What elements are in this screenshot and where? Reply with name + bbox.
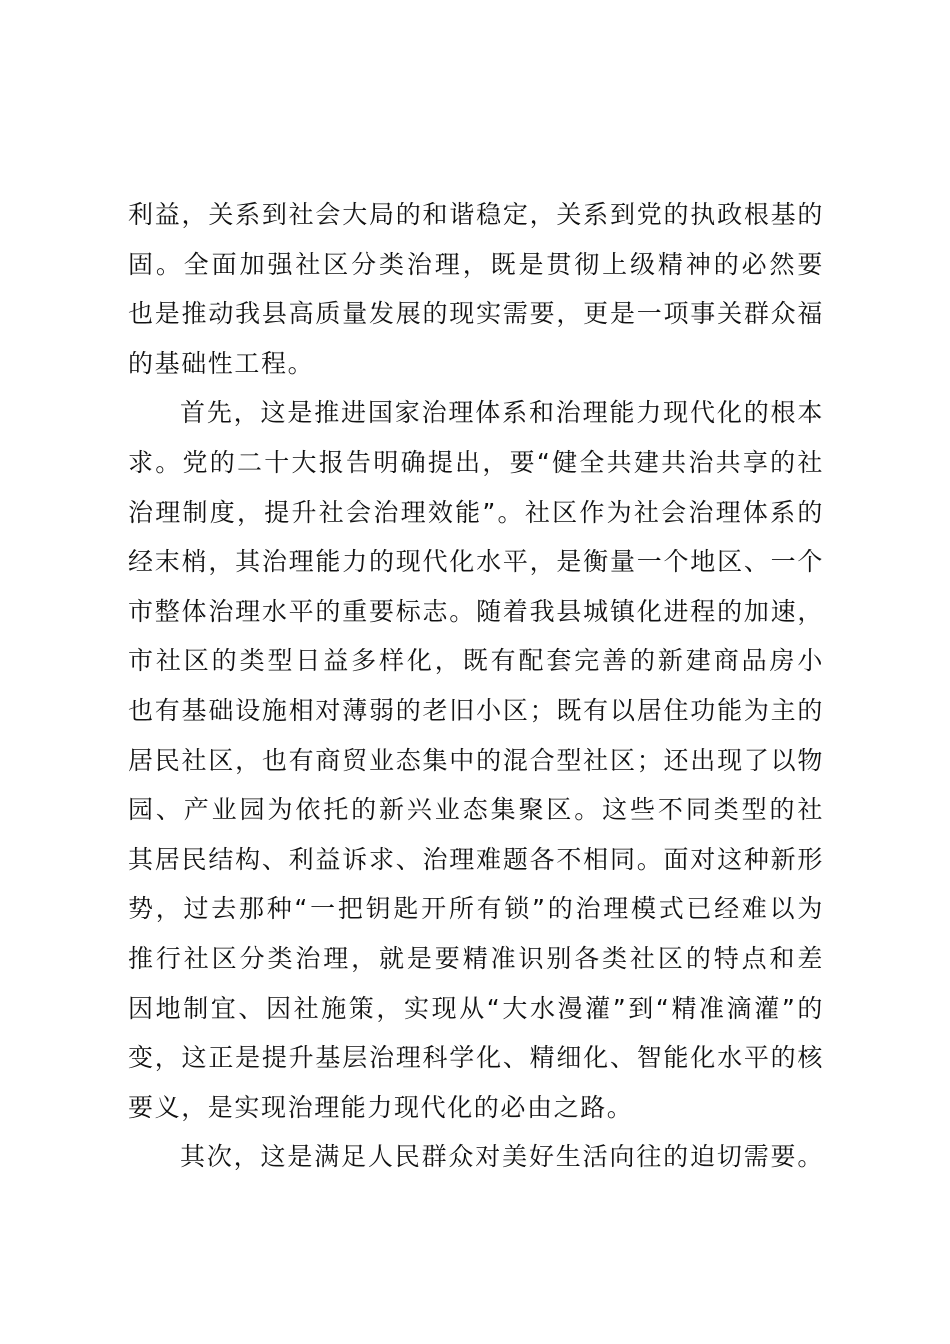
text-line: 治理制度，提升社会治理效能”。社区作为社会治理体系的 (128, 497, 824, 527)
text-line: 要义，是实现治理能力现代化的必由之路。 (128, 1092, 634, 1122)
text-line: 因地制宜、因社施策，实现从“大水漫灌”到“精准滴灌”的 (128, 993, 824, 1023)
text-line: 也有基础设施相对薄弱的老旧小区；既有以居住功能为主的 (128, 695, 824, 725)
text-line: 市整体治理水平的重要标志。随着我县城镇化进程的加速， (128, 596, 824, 626)
text-line: 其居民结构、利益诉求、治理难题各不相同。面对这种新形 (128, 844, 824, 874)
text-line: 园、产业园为依托的新兴业态集聚区。这些不同类型的社 (128, 795, 824, 825)
text-line: 居民社区，也有商贸业态集中的混合型社区；还出现了以物 (128, 745, 824, 775)
text-line: 固。全面加强社区分类治理，既是贯彻上级精神的必然要 (128, 249, 824, 279)
text-line: 市社区的类型日益多样化，既有配套完善的新建商品房小 (128, 646, 824, 676)
text-line: 的基础性工程。 (128, 348, 315, 378)
text-line: 推行社区分类治理，就是要精准识别各类社区的特点和差 (128, 943, 824, 973)
text-line: 变，这正是提升基层治理科学化、精细化、智能化水平的核 (128, 1043, 824, 1073)
paragraph-first-line: 其次，这是满足人民群众对美好生活向往的迫切需要。 (180, 1142, 824, 1172)
document-body (128, 190, 824, 1182)
text-line: 经末梢，其治理能力的现代化水平，是衡量一个地区、一个 (128, 547, 824, 577)
text-line: 求。党的二十大报告明确提出，要“健全共建共治共享的社 (128, 447, 824, 477)
text-line: 利益，关系到社会大局的和谐稳定，关系到党的执政根基的 (128, 200, 824, 229)
paragraph-first-line: 首先，这是推进国家治理体系和治理能力现代化的根本 (180, 398, 824, 428)
text-line: 势，过去那种“一把钥匙开所有锁”的治理模式已经难以为 (128, 894, 824, 924)
text-line: 也是推动我县高质量发展的现实需要，更是一项事关群众福 (128, 299, 824, 329)
